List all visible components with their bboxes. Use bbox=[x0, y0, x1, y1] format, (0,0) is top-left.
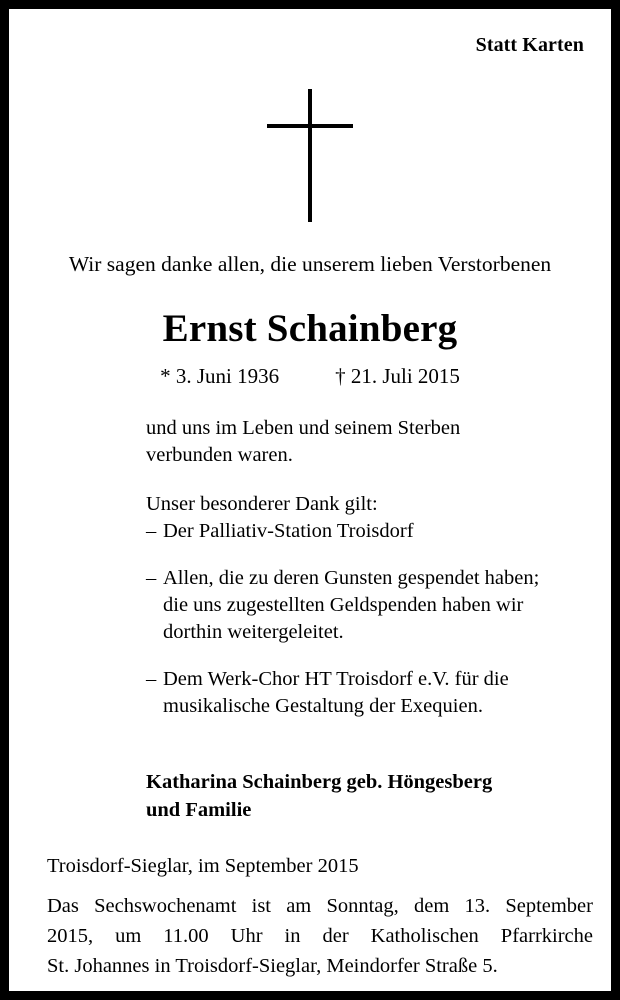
life-dates-row bbox=[9, 364, 611, 389]
thanks-item-line: Dem Werk-Chor HT Troisdorf e.V. für die bbox=[163, 668, 509, 690]
thanks-item-line: Der Palliativ-Station Troisdorf bbox=[163, 520, 414, 542]
spacer bbox=[146, 469, 596, 491]
cross-vertical-bar bbox=[308, 89, 312, 222]
closing-paragraph bbox=[47, 891, 593, 981]
thanks-item-body bbox=[163, 666, 596, 720]
signature-block bbox=[146, 768, 606, 824]
spacer bbox=[146, 646, 596, 666]
thanks-item-body bbox=[163, 565, 596, 646]
signature-line-1: Katharina Schainberg geb. Höngesberg bbox=[146, 771, 493, 793]
death-notice-page bbox=[9, 9, 611, 991]
continuation-line-2: verbunden waren. bbox=[146, 444, 293, 466]
spacer bbox=[146, 545, 596, 565]
statt-karten-kicker: Statt Karten bbox=[475, 34, 584, 56]
lead-line: Wir sagen danke allen, die unserem lieben Verstorbenen bbox=[68, 252, 552, 276]
body-block bbox=[146, 415, 596, 720]
dates-gap bbox=[279, 364, 335, 389]
thanks-item bbox=[146, 565, 596, 646]
closing-line-2: 2015, um 11.00 Uhr in der Katholischen Pfarrkirche bbox=[47, 925, 593, 947]
cross-horizontal-bar bbox=[267, 124, 353, 128]
thanks-item-line: musikalische Gestaltung der Exequien. bbox=[163, 695, 483, 717]
bullet-dash-icon: – bbox=[146, 520, 157, 542]
place-and-date-line: Troisdorf-Sieglar, im September 2015 bbox=[47, 855, 359, 877]
latin-cross-icon bbox=[267, 89, 353, 222]
signature-line-2: und Familie bbox=[146, 799, 252, 821]
closing-line-1: Das Sechswochenamt ist am Sonntag, dem 13. September bbox=[47, 895, 593, 917]
bullet-dash-icon: – bbox=[146, 567, 157, 589]
birth-date: * 3. Juni 1936 bbox=[160, 364, 280, 388]
thanks-item-line: die uns zugestellten Geldspenden haben wir bbox=[163, 594, 524, 616]
death-date: † 21. Juli 2015 bbox=[335, 364, 460, 388]
deceased-name: Ernst Schainberg bbox=[162, 307, 458, 350]
thanks-item-line: dorthin weitergeleitet. bbox=[163, 621, 344, 643]
thanks-item bbox=[146, 666, 596, 720]
thanks-item bbox=[146, 518, 596, 545]
cross-symbol-container bbox=[9, 89, 611, 224]
closing-line-3: St. Johannes in Troisdorf-Sieglar, Meindorfer Straße 5. bbox=[47, 955, 498, 977]
thanks-item-line: Allen, die zu deren Gunsten gespendet haben; bbox=[163, 567, 540, 589]
continuation-line-1: und uns im Leben und seinem Sterben bbox=[146, 417, 461, 439]
bullet-dash-icon: – bbox=[146, 668, 157, 690]
thanks-heading: Unser besonderer Dank gilt: bbox=[146, 493, 378, 515]
